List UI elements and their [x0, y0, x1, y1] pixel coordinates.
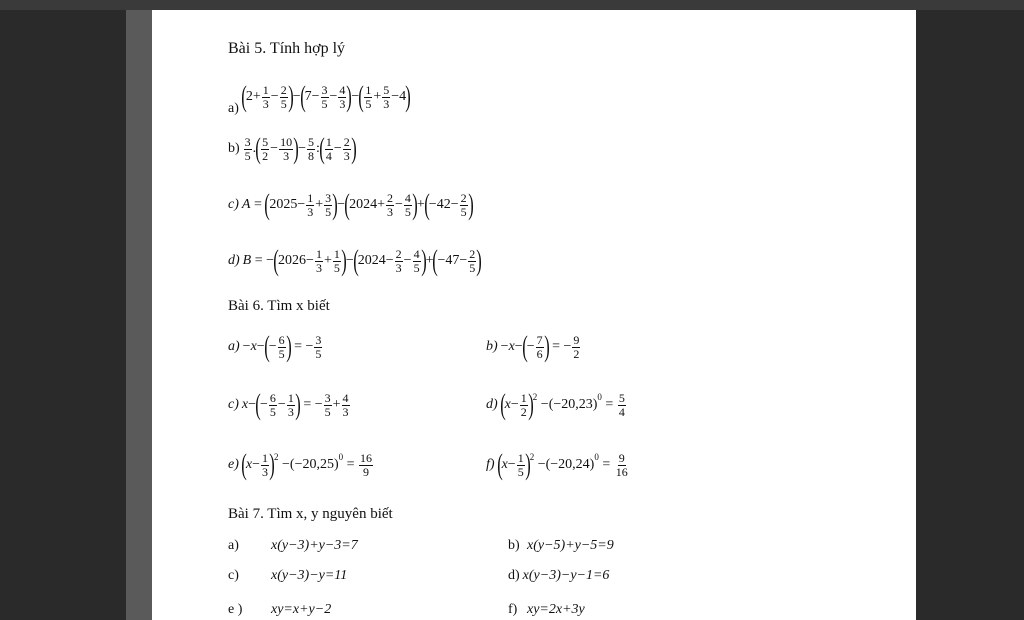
bai6-d: d) ( x − $\frac{1}{2}$ ) 2 −(−20,23) 0 = $\frac{5}{4}$: [486, 388, 625, 421]
bai7-a-expr: x(y−3)+y−3=7: [271, 538, 358, 553]
bai7-f-expr: xy=2x+3y: [527, 602, 585, 617]
bai7-b-expr: x(y−5)+y−5=9: [527, 538, 614, 553]
bai7-f-label: f): [508, 602, 518, 617]
bai7-c-label: c): [228, 568, 239, 583]
bai5-title: Bài 5. Tính hợp lý: [228, 40, 346, 57]
bai7-c: [228, 568, 347, 584]
bai7-f: [508, 602, 585, 618]
bai7-d-expr: x(y−3)−y−1=6: [522, 568, 610, 583]
bai7-b-label: b): [508, 538, 520, 553]
bai7-e-label: e ): [228, 602, 243, 617]
bai7-b: [508, 538, 614, 554]
bai7-e-expr: xy=x+y−2: [271, 602, 332, 617]
bai5-b-label: b): [228, 141, 240, 156]
bai6-e: e) ( x − $\frac{1}{3}$ ) 2 −(−20,25) 0 = $\frac{16}{9}$: [228, 448, 373, 481]
bai7-d: [508, 568, 609, 584]
bai7-title: Bài 7. Tìm x, y nguyên biết: [228, 506, 393, 522]
bai6-c-label: c): [228, 397, 239, 412]
bai5-c: c) A = ( 2025− $\frac{1}{3}$ + $\frac{3}{5}$ ) − ( 2024+ $\frac{2}{3}$ − $\frac{4}{5}$ ) + ( −42− $\frac{2}{5}$ ): [228, 188, 474, 221]
bai7-a: [228, 538, 358, 554]
viewer-left-margin: [0, 10, 126, 620]
bai6-d-label: d): [486, 397, 498, 412]
bai6-f-label: f): [486, 457, 495, 472]
bai6-b-label: b): [486, 339, 498, 354]
bai7-c-expr: x(y−3)−y=11: [271, 568, 348, 583]
bai5-a: a) ( 2+ $\frac{1}{3}$ − $\frac{2}{5}$ ) − ( 7− $\frac{3}{5}$ − $\frac{4}{3}$ ) − ( $\frac{1}{5}$ + $\frac{5}{3}$ −4 ): [228, 80, 411, 116]
bai6-b: b) − x − ( − $\frac{7}{6}$ ) = − $\frac{9}{2}$: [486, 330, 580, 363]
bai5-c-label: c): [228, 197, 239, 212]
bai5-d: d) B = − ( 2026− $\frac{1}{3}$ + $\frac{1}{5}$ ) − ( 2024− $\frac{2}{3}$ − $\frac{4}{5}$ ) + ( −47− $\frac{2}{5}$ ): [228, 244, 483, 277]
bai5-b: b) $\frac{3}{5}$ . ( $\frac{5}{2}$ − $\frac{10}{3}$ ) − $\frac{5}{8}$ : ( $\frac{1}{4}$ − $\frac{2}{3}$ ): [228, 132, 357, 165]
bai6-a-label: a): [228, 339, 240, 354]
viewer-gutter: [126, 10, 152, 620]
bai6-a: a) − x − ( − $\frac{6}{5}$ ) = − $\frac{3}{5}$: [228, 330, 322, 363]
bai7-d-label: d): [508, 568, 520, 583]
viewer-right-margin: [916, 10, 1024, 620]
bai6-e-label: e): [228, 457, 239, 472]
bai6-f: f) ( x − $\frac{1}{5}$ ) 2 −(−20,24) 0 = $\frac{9}{16}$: [486, 448, 628, 481]
viewer-top-bar: [0, 0, 1024, 10]
bai6-title: Bài 6. Tìm x biết: [228, 298, 330, 314]
bai7-e: [228, 602, 331, 618]
bai5-d-label: d): [228, 253, 240, 268]
bai6-c: c) x − ( − $\frac{6}{5}$ − $\frac{1}{3}$ ) = − $\frac{3}{5}$ + $\frac{4}{3}$: [228, 388, 349, 421]
bai7-a-label: a): [228, 538, 239, 553]
document-page: [152, 10, 916, 620]
bai5-a-label: a): [228, 101, 239, 116]
